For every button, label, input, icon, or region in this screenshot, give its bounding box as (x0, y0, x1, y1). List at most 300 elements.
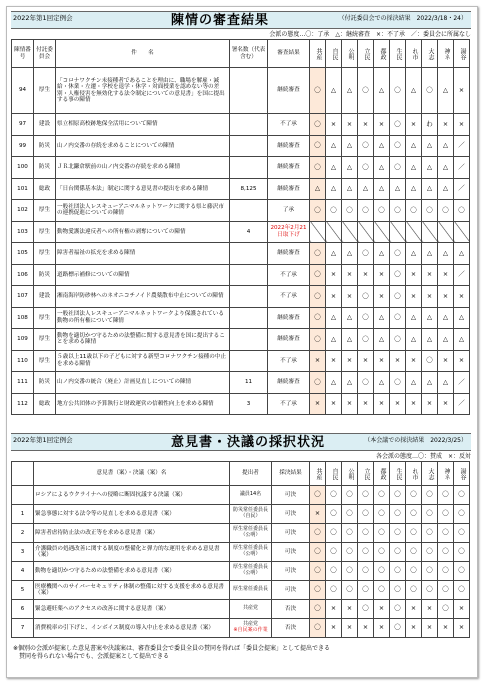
submitter-name: 防災常任委員長（自民） (232, 507, 268, 519)
party-vote: × (422, 619, 438, 638)
party-header: 自民 (326, 462, 342, 486)
party-vote: 〇 (406, 486, 422, 505)
party-vote: 〇 (374, 505, 390, 524)
petition-subject: 道路標示補修についての陳情 (56, 264, 230, 286)
party-vote: × (374, 350, 390, 372)
party-vote: ／ (454, 135, 470, 157)
petition-subject: 動物を適切かつ守るための法整備に関する意見書を国に提出することを求める陳情 (56, 329, 230, 351)
party-vote: 〇 (422, 562, 438, 581)
party-header: 共産 (310, 462, 326, 486)
signature-count (230, 157, 268, 179)
party-vote: × (454, 619, 470, 638)
party-vote: 〇 (326, 524, 342, 543)
committee: 厚生 (34, 350, 56, 372)
party-vote: △ (406, 372, 422, 394)
party-vote (310, 221, 326, 243)
party-header: 自民 (326, 40, 342, 68)
committee: 総政 (34, 393, 56, 415)
party-vote: 〇 (326, 200, 342, 222)
resolution-subject: 介護職員の処遇改善に関する制度の整備化と弾力的な運用を求める意見書（案） (34, 543, 230, 562)
party-vote: △ (342, 135, 358, 157)
resolution-header (11, 433, 471, 449)
review-result: 不了承 (268, 393, 310, 415)
petition-subject: 一般社団法人レスキューアニマルネットワークに関する県と藤沢市の連携促進についての陳情 (56, 200, 230, 222)
party-vote: 〇 (390, 243, 406, 265)
party-vote: △ (358, 178, 374, 200)
party-vote: △ (406, 243, 422, 265)
party-vote (438, 221, 454, 243)
party-vote: △ (342, 178, 358, 200)
section-note: （本会議での採決結果 2022/3/25） (364, 437, 467, 444)
party-vote: △ (422, 157, 438, 179)
party-vote: × (390, 350, 406, 372)
party-vote: 〇 (390, 524, 406, 543)
party-vote: △ (374, 157, 390, 179)
party-vote: 〇 (358, 562, 374, 581)
party-vote: 〇 (390, 600, 406, 619)
party-vote: 〇 (374, 543, 390, 562)
party-vote: × (374, 619, 390, 638)
party-vote: × (310, 393, 326, 415)
signature-count (230, 307, 268, 329)
party-vote: 〇 (454, 581, 470, 600)
party-vote: 〇 (438, 486, 454, 505)
committee: 建設 (34, 286, 56, 308)
party-vote: 〇 (326, 486, 342, 505)
committee: 建設 (34, 114, 56, 136)
party-vote: 〇 (326, 581, 342, 600)
vote-result: 否決 (272, 600, 310, 619)
committee: 防災 (34, 135, 56, 157)
party-vote: 〇 (358, 243, 374, 265)
table-row (12, 264, 470, 286)
vote-result: 可決 (272, 562, 310, 581)
resolution-no: 6 (12, 600, 34, 619)
party-vote: ／ (454, 372, 470, 394)
submitter-name: 厚生常任委員長（公明） (232, 564, 268, 576)
col-result: 審査結果 (268, 40, 310, 68)
party-vote: 〇 (310, 524, 326, 543)
review-result: 継続審査 (268, 135, 310, 157)
party-vote: △ (438, 372, 454, 394)
table-row (12, 200, 470, 222)
petition-subject: 湘南海岸防砂林へのネオニコチノイド農薬散布中止についての陳情 (56, 286, 230, 308)
party-vote: 〇 (406, 200, 422, 222)
party-vote: △ (310, 178, 326, 200)
table-row (12, 600, 470, 619)
party-vote (342, 221, 358, 243)
party-vote: △ (342, 68, 358, 114)
petition-subject: 障害者福祉の拡充を求める陳情 (56, 243, 230, 265)
submitter-name: 厚生常任委員長 (232, 586, 268, 593)
party-vote: × (438, 350, 454, 372)
party-vote: × (358, 114, 374, 136)
document-page (6, 6, 478, 678)
party-vote (454, 221, 470, 243)
party-vote: 〇 (374, 486, 390, 505)
section-note: （付託委員会での採決結果 2022/3/18・24） (338, 15, 467, 22)
party-vote: わ (422, 114, 438, 136)
party-vote: 〇 (374, 524, 390, 543)
petition-no: 101 (12, 178, 34, 200)
party-vote: 〇 (358, 600, 374, 619)
party-vote: × (406, 619, 422, 638)
vote-result: 可決 (272, 505, 310, 524)
party-vote: × (358, 350, 374, 372)
party-vote: × (342, 619, 358, 638)
col-no (12, 462, 34, 486)
session-label: 2022年第1回定例会 (13, 14, 73, 22)
table-row (12, 619, 470, 638)
committee: 厚生 (34, 307, 56, 329)
signature-count (230, 114, 268, 136)
party-vote: ／ (454, 264, 470, 286)
party-vote: △ (374, 243, 390, 265)
party-vote: 〇 (374, 562, 390, 581)
party-vote: × (374, 286, 390, 308)
petition-no: 100 (12, 157, 34, 179)
party-vote: 〇 (326, 505, 342, 524)
vote-result: 可決 (272, 543, 310, 562)
table-row (12, 393, 470, 415)
session-label: 2022年第1回定例会 (13, 436, 73, 444)
committee: 防災 (34, 372, 56, 394)
party-vote: 〇 (310, 264, 326, 286)
party-vote: 〇 (310, 329, 326, 351)
review-result: 了承 (268, 200, 310, 222)
party-header: 公明 (342, 462, 358, 486)
party-vote: 〇 (310, 581, 326, 600)
party-vote: 〇 (358, 286, 374, 308)
party-vote: △ (406, 157, 422, 179)
submitter (230, 562, 272, 581)
party-vote: 〇 (310, 600, 326, 619)
table-row (12, 286, 470, 308)
party-vote: × (374, 600, 390, 619)
signature-count: 8,125 (230, 178, 268, 200)
review-result: 継続審査 (268, 307, 310, 329)
party-vote: △ (422, 307, 438, 329)
header-row (12, 40, 470, 68)
party-vote: × (310, 505, 326, 524)
party-vote: × (310, 350, 326, 372)
party-header: 共産 (310, 40, 326, 68)
table-row (12, 68, 470, 114)
party-vote: △ (438, 307, 454, 329)
submitter (230, 486, 272, 505)
signature-count (230, 200, 268, 222)
party-vote: 〇 (422, 486, 438, 505)
vote-result: 可決 (272, 581, 310, 600)
petition-no: 103 (12, 221, 34, 243)
party-vote: 〇 (406, 524, 422, 543)
party-vote: 〇 (342, 543, 358, 562)
party-vote: △ (438, 329, 454, 351)
party-vote: × (406, 286, 422, 308)
party-vote (390, 221, 406, 243)
party-header: 神ネ (438, 40, 454, 68)
section-title: 意見書・決議の採択状況 (171, 435, 326, 450)
party-vote: 〇 (406, 543, 422, 562)
submitter-name: 議員14名 (239, 491, 262, 498)
party-vote: 〇 (310, 307, 326, 329)
party-vote: × (374, 264, 390, 286)
review-result: 継続審査 (268, 329, 310, 351)
party-header: 都政 (374, 462, 390, 486)
party-header: 公明 (342, 40, 358, 68)
party-vote: × (438, 286, 454, 308)
party-vote: 〇 (358, 307, 374, 329)
party-vote: △ (326, 372, 342, 394)
resolution-no (12, 486, 34, 505)
table-row (12, 543, 470, 562)
party-vote: △ (438, 157, 454, 179)
party-vote: 〇 (310, 286, 326, 308)
party-vote: △ (342, 243, 358, 265)
party-vote: △ (406, 178, 422, 200)
party-vote: × (374, 393, 390, 415)
review-result: 不了承 (268, 264, 310, 286)
party-vote: 〇 (390, 486, 406, 505)
party-vote: △ (374, 135, 390, 157)
table-row (12, 524, 470, 543)
party-vote: 〇 (390, 68, 406, 114)
submitter (230, 524, 272, 543)
party-vote: ／ (454, 178, 470, 200)
petition-subject: ５歳以上11歳以下の子どもに対する新型コロナワクチン接種の中止を求める陳情 (56, 350, 230, 372)
party-header: 大志 (422, 40, 438, 68)
party-vote: 〇 (310, 543, 326, 562)
party-vote: 〇 (358, 486, 374, 505)
resolution-subject: 動物を適切かつ守るための法整備を求める意見書（案） (34, 562, 230, 581)
party-vote: 〇 (422, 350, 438, 372)
committee: 厚生 (34, 200, 56, 222)
party-vote (358, 221, 374, 243)
submitter-note: ※自民案の作業 (233, 627, 268, 633)
submitter-name: 共産党 (242, 605, 258, 612)
party-vote: 〇 (358, 200, 374, 222)
party-vote: △ (326, 157, 342, 179)
party-vote: 〇 (438, 200, 454, 222)
party-vote: 〇 (422, 68, 438, 114)
party-vote: △ (422, 372, 438, 394)
resolution-no: 4 (12, 562, 34, 581)
committee: 厚生 (34, 221, 56, 243)
review-result: 継続審査 (268, 157, 310, 179)
petition-table (11, 39, 470, 415)
party-vote (406, 221, 422, 243)
party-vote: △ (326, 135, 342, 157)
petition-no: 102 (12, 200, 34, 222)
party-vote: 〇 (390, 581, 406, 600)
signature-count: 11 (230, 372, 268, 394)
review-result: 不了承 (268, 286, 310, 308)
party-vote: 〇 (310, 135, 326, 157)
petition-subject: 山ノ内交番の統合（廃止）計画見直しについての陳情 (56, 372, 230, 394)
party-vote: 〇 (342, 505, 358, 524)
table-row (12, 243, 470, 265)
party-vote: 〇 (390, 619, 406, 638)
review-result: 2022年2月21日取下げ (268, 221, 310, 243)
party-vote: × (358, 393, 374, 415)
party-vote: △ (326, 243, 342, 265)
submitter (230, 600, 272, 619)
party-vote: △ (422, 243, 438, 265)
committee: 厚生 (34, 68, 56, 114)
petition-no: 97 (12, 114, 34, 136)
party-vote: 〇 (310, 372, 326, 394)
petition-no: 106 (12, 264, 34, 286)
party-vote: 〇 (390, 114, 406, 136)
party-vote: × (438, 619, 454, 638)
party-vote: △ (454, 243, 470, 265)
party-vote: 〇 (374, 200, 390, 222)
committee: 厚生 (34, 243, 56, 265)
resolution-no: 2 (12, 524, 34, 543)
party-vote: 〇 (454, 200, 470, 222)
submitter (230, 619, 272, 638)
party-vote: 〇 (454, 562, 470, 581)
petition-no: 99 (12, 135, 34, 157)
petition-no: 110 (12, 350, 34, 372)
petition-no: 112 (12, 393, 34, 415)
footnote-text: ※個別の会派が提案した意見書案や決議案は、審査委員会で委員全員の賛同を得れば「委員会提案」として提出できる 賛同を得られない場合でも、会派提案として提出できる (13, 645, 331, 661)
party-vote: × (406, 264, 422, 286)
resolution-subject: 緊急事態に対する法令等の見直しを求める意見書（案） (34, 505, 230, 524)
review-result: 継続審査 (268, 68, 310, 114)
party-vote: × (422, 264, 438, 286)
table-row (12, 350, 470, 372)
signature-count (230, 264, 268, 286)
party-vote: 〇 (326, 543, 342, 562)
party-vote: 〇 (358, 68, 374, 114)
party-vote: 〇 (390, 307, 406, 329)
petition-no: 108 (12, 307, 34, 329)
legend: 会派の態度…〇：了承 △：継続審査 ×：不了承 ／：委員会に所属なし (269, 31, 471, 38)
submitter (230, 505, 272, 524)
party-vote: △ (374, 329, 390, 351)
col-signatures: 署名数（代表含む） (230, 40, 268, 68)
party-vote: 〇 (310, 562, 326, 581)
col-subject: 件 名 (56, 40, 230, 68)
petition-header (11, 11, 471, 27)
party-vote: × (374, 114, 390, 136)
party-vote: 〇 (390, 135, 406, 157)
party-vote: 〇 (390, 200, 406, 222)
party-vote: 〇 (438, 581, 454, 600)
resolution-subject: ロシアによるウクライナへの侵略に断固抗議する決議（案） (34, 486, 230, 505)
party-vote: △ (438, 178, 454, 200)
party-vote: 〇 (438, 543, 454, 562)
committee: 厚生 (34, 329, 56, 351)
party-vote: 〇 (454, 543, 470, 562)
party-vote: 〇 (390, 157, 406, 179)
party-vote: × (358, 619, 374, 638)
petition-subject: 山ノ内交番の存続を求めることについての陳情 (56, 135, 230, 157)
party-vote: △ (422, 135, 438, 157)
party-vote: × (342, 393, 358, 415)
party-vote: 〇 (342, 562, 358, 581)
party-vote: × (438, 393, 454, 415)
party-vote: × (390, 393, 406, 415)
party-vote: 〇 (422, 505, 438, 524)
committee: 防災 (34, 157, 56, 179)
party-vote: △ (342, 372, 358, 394)
party-vote: △ (326, 178, 342, 200)
party-vote: 〇 (438, 524, 454, 543)
table-row (12, 114, 470, 136)
party-vote: ／ (454, 157, 470, 179)
party-header: 湯谷 (454, 40, 470, 68)
party-vote: 〇 (358, 329, 374, 351)
party-vote: × (326, 350, 342, 372)
party-vote: △ (406, 68, 422, 114)
party-vote: × (422, 600, 438, 619)
party-vote: 〇 (358, 524, 374, 543)
party-vote: × (406, 114, 422, 136)
review-result: 継続審査 (268, 243, 310, 265)
party-vote: ／ (454, 393, 470, 415)
party-vote: 〇 (310, 200, 326, 222)
party-vote: 〇 (454, 505, 470, 524)
petition-no: 107 (12, 286, 34, 308)
table-row (12, 135, 470, 157)
party-vote: × (326, 264, 342, 286)
party-vote: △ (406, 307, 422, 329)
party-vote: △ (374, 372, 390, 394)
party-vote: △ (438, 68, 454, 114)
table-row (12, 307, 470, 329)
table-row (12, 505, 470, 524)
submitter-name: 厚生常任委員長（公明） (232, 526, 268, 538)
section-title: 陳情の審査結果 (171, 13, 270, 28)
party-vote: △ (326, 329, 342, 351)
party-vote: 〇 (422, 581, 438, 600)
party-vote: 〇 (390, 264, 406, 286)
party-vote: × (422, 286, 438, 308)
party-vote: 〇 (406, 581, 422, 600)
submitter (230, 581, 272, 600)
party-vote: × (406, 393, 422, 415)
party-vote: 〇 (358, 505, 374, 524)
party-vote: 〇 (358, 372, 374, 394)
party-vote: 〇 (390, 286, 406, 308)
table-row (12, 157, 470, 179)
party-vote: △ (342, 329, 358, 351)
party-vote: △ (438, 135, 454, 157)
party-header: 立民 (358, 462, 374, 486)
party-vote: △ (454, 329, 470, 351)
party-header: れ市 (406, 462, 422, 486)
party-vote: × (342, 286, 358, 308)
party-vote: × (342, 264, 358, 286)
party-vote: 〇 (422, 200, 438, 222)
resolution-subject: 医療機関へのサイバーセキュリティ体制の整備に対する支援を求める意見書（案） (34, 581, 230, 600)
party-vote: 〇 (390, 543, 406, 562)
party-vote: △ (454, 307, 470, 329)
party-vote: △ (342, 157, 358, 179)
party-vote: × (454, 350, 470, 372)
party-vote: × (454, 600, 470, 619)
review-result: 継続審査 (268, 372, 310, 394)
party-vote: × (454, 286, 470, 308)
party-vote: × (326, 600, 342, 619)
petition-subject: 一般社団法人レスキューアニマルネットワークより保護されている動物の所有権について陳情 (56, 307, 230, 329)
resolution-no: 1 (12, 505, 34, 524)
party-vote: 〇 (390, 372, 406, 394)
table-row (12, 581, 470, 600)
party-vote: 〇 (310, 486, 326, 505)
